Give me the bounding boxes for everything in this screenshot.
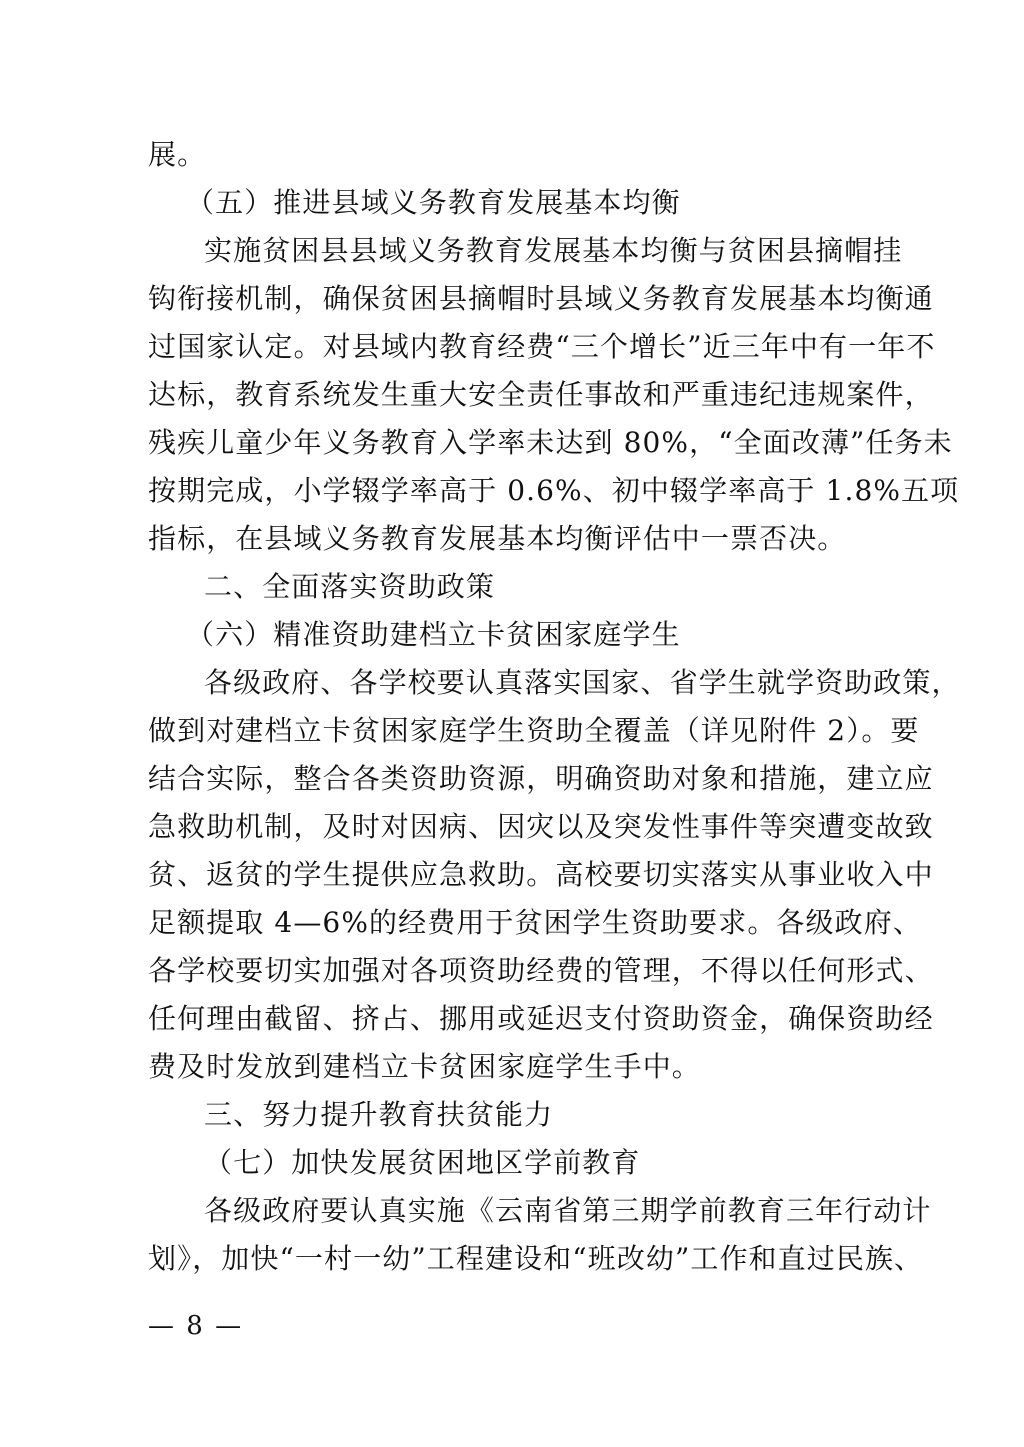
text-line: 结合实际，整合各类资助资源，明确资助对象和措施，建立应 (148, 762, 934, 795)
chapter-heading-2: 二、全面落实资助政策 (204, 570, 496, 603)
section-heading-6: （六）精准资助建档立卡贫困家庭学生 (186, 618, 681, 651)
text-line: 划》，加快“一村一幼”工程建设和“班改幼”工作和直过民族、 (148, 1242, 924, 1275)
text-line: 做到对建档立卡贫困家庭学生资助全覆盖（详见附件 2）。要 (148, 714, 920, 747)
page-number: — 8 — (148, 1311, 244, 1341)
text-line: 过国家认定。对县域内教育经费“三个增长”近三年中有一年不 (148, 330, 936, 363)
text-line: 各学校要切实加强对各项资助经费的管理，不得以任何形式、 (148, 954, 934, 987)
section-heading-5: （五）推进县域义务教育发展基本均衡 (186, 186, 681, 219)
text-line: 实施贫困县县域义务教育发展基本均衡与贫困县摘帽挂 (204, 234, 903, 267)
text-line: 指标，在县域义务教育发展基本均衡评估中一票否决。 (148, 522, 847, 555)
text-line: 展。 (148, 138, 207, 171)
text-line: 贫、返贫的学生提供应急救助。高校要切实落实从事业收入中 (148, 858, 934, 891)
text-line: 任何理由截留、挤占、挪用或延迟支付资助资金，确保资助经 (148, 1002, 934, 1035)
section-heading-7: （七）加快发展贫困地区学前教育 (204, 1146, 641, 1179)
chapter-heading-3: 三、努力提升教育扶贫能力 (204, 1098, 554, 1131)
text-line: 各级政府要认真实施《云南省第三期学前教育三年行动计 (204, 1194, 932, 1227)
text-line: 钩衔接机制，确保贫困县摘帽时县域义务教育发展基本均衡通 (148, 282, 934, 315)
text-line: 急救助机制，及时对因病、因灾以及突发性事件等突遭变故致 (148, 810, 934, 843)
text-line: 足额提取 4—6%的经费用于贫困学生资助要求。各级政府、 (148, 906, 922, 939)
text-line: 各级政府、各学校要认真落实国家、省学生就学资助政策， (204, 666, 961, 699)
text-line: 残疾儿童少年义务教育入学率未达到 80%，“全面改薄”任务未 (148, 426, 953, 459)
text-line: 按期完成，小学辍学率高于 0.6%、初中辍学率高于 1.8%五项 (148, 474, 960, 507)
text-line: 达标，教育系统发生重大安全责任事故和严重违纪违规案件， (148, 378, 934, 411)
text-line: 费及时发放到建档立卡贫困家庭学生手中。 (148, 1050, 701, 1083)
